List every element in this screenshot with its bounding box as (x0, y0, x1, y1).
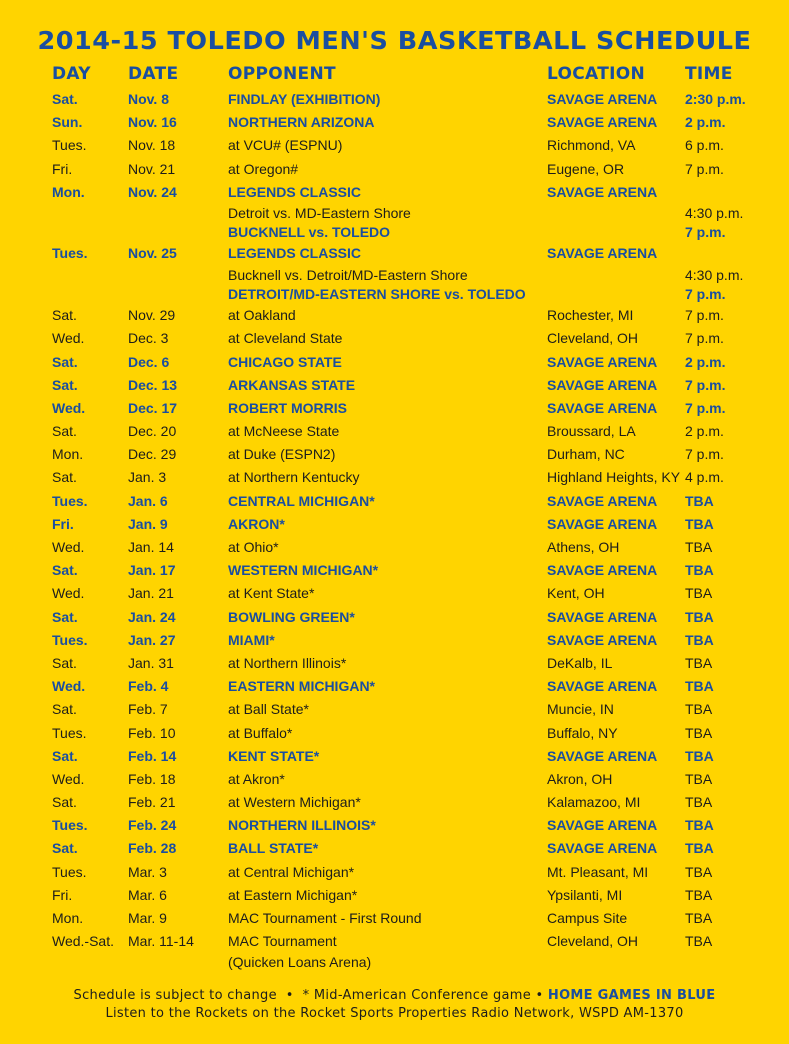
game-day: Sat. (52, 376, 78, 393)
game-opponent: at Eastern Michigan* (228, 886, 358, 903)
event-title: LEGENDS CLASSIC (228, 245, 362, 262)
game-date: Feb. 21 (128, 794, 176, 811)
game-opponent: at Akron* (228, 770, 285, 787)
game-date: Mar. 3 (128, 863, 167, 880)
matchup-time: 4:30 p.m. (685, 204, 744, 221)
game-opponent: BALL STATE* (228, 840, 319, 857)
game-location: SAVAGE ARENA (547, 608, 658, 625)
game-time (685, 181, 743, 243)
table-row (0, 513, 789, 536)
game-date: Feb. 14 (128, 747, 177, 764)
game-time: 7 p.m. (685, 376, 726, 393)
table-row (0, 351, 789, 374)
game-time: TBA (685, 724, 713, 741)
game-time: TBA (685, 492, 714, 509)
game-opponent: at VCU# (ESPNU) (228, 137, 343, 154)
game-time: 2 p.m. (685, 423, 724, 440)
game-day: Sat. (52, 747, 78, 764)
table-row (0, 559, 789, 582)
game-day: Sat. (52, 469, 77, 486)
game-time: TBA (685, 608, 714, 625)
table-row (0, 420, 789, 443)
game-date: Jan. 17 (128, 562, 176, 579)
game-location: Kent, OH (547, 585, 605, 602)
game-date: Nov. 8 (128, 91, 169, 107)
table-row (0, 837, 789, 860)
matchup-time: 7 p.m. (685, 286, 726, 303)
game-opponent: at Oakland (228, 307, 296, 324)
game-time: TBA (685, 840, 714, 857)
game-location: SAVAGE ARENA (547, 515, 658, 532)
game-date: Jan. 31 (128, 654, 174, 671)
game-day: Mon. (52, 446, 84, 463)
game-date: Dec. 29 (128, 446, 177, 463)
table-row (0, 768, 789, 791)
table-row (0, 629, 789, 652)
table-row (0, 304, 789, 327)
game-day: Mon. (52, 183, 85, 200)
game-opponent: at Ball State* (228, 701, 309, 718)
game-date: Jan. 9 (128, 515, 168, 532)
footer-home-note: HOME GAMES IN BLUE (547, 988, 716, 1003)
event-title: LEGENDS CLASSIC (228, 183, 362, 200)
matchup-opponent: BUCKNELL vs. TOLEDO (228, 224, 391, 241)
game-day: Sat. (52, 307, 77, 324)
matchup-opponent: DETROIT/MD-EASTERN SHORE vs. TOLEDO (228, 286, 526, 303)
game-opponent: MAC Tournament - First Round (228, 910, 422, 926)
game-location: Highland Heights, KY (547, 469, 681, 486)
game-date: Dec. 6 (128, 353, 170, 370)
game-time: TBA (685, 910, 713, 926)
game-day: Tues. (52, 137, 87, 154)
game-time: 7 p.m. (685, 330, 724, 347)
game-opponent: at McNeese State (228, 423, 340, 440)
table-row (0, 158, 789, 181)
header-date: DATE (128, 64, 179, 84)
game-date: Nov. 25 (128, 245, 177, 262)
table-row (0, 745, 789, 768)
game-opponent: CHICAGO STATE (228, 353, 342, 370)
game-location: Ypsilanti, MI (547, 886, 623, 903)
game-day: Fri. (52, 886, 73, 903)
game-date: Feb. 10 (128, 724, 176, 741)
footer-notes (0, 988, 789, 1003)
game-date: Jan. 3 (128, 469, 167, 486)
table-row (0, 884, 789, 907)
matchup-opponent: Bucknell vs. Detroit/MD-Eastern Shore (228, 266, 468, 283)
game-day: Tues. (52, 724, 87, 741)
game-date: Jan. 21 (128, 585, 174, 602)
game-date: Jan. 6 (128, 492, 168, 509)
table-row (0, 134, 789, 157)
game-day: Sat. (52, 840, 78, 857)
game-opponent (228, 930, 371, 973)
game-time: 7 p.m. (685, 160, 724, 177)
game-date: Mar. 9 (128, 910, 167, 926)
table-row (0, 397, 789, 420)
game-day: Sat. (52, 654, 77, 671)
game-opponent: BOWLING GREEN* (228, 608, 355, 625)
page-title: 2014-15 TOLEDO MEN'S BASKETBALL SCHEDULE (37, 26, 752, 55)
table-row (0, 791, 789, 814)
game-time: TBA (685, 886, 713, 903)
game-date: Nov. 21 (128, 160, 176, 177)
game-day: Sat. (52, 701, 77, 718)
game-opponent: at Buffalo* (228, 724, 293, 741)
game-location: Richmond, VA (547, 137, 636, 154)
table-row (0, 930, 789, 976)
game-day: Wed. (52, 539, 85, 555)
game-opponent: at Kent State* (228, 585, 315, 602)
game-day: Sat. (52, 562, 78, 579)
game-opponent: at Northern Kentucky (228, 469, 360, 486)
game-opponent: CENTRAL MICHIGAN* (228, 492, 375, 509)
game-location: SAVAGE ARENA (547, 399, 658, 416)
game-time: 2 p.m. (685, 114, 726, 131)
game-time: 6 p.m. (685, 137, 724, 154)
game-date: Jan. 27 (128, 631, 176, 648)
game-location: Muncie, IN (547, 701, 614, 718)
game-location: SAVAGE ARENA (547, 245, 658, 262)
game-date: Nov. 24 (128, 183, 177, 200)
game-location: Rochester, MI (547, 307, 634, 324)
game-opponent: ARKANSAS STATE (228, 376, 356, 393)
game-day: Tues. (52, 492, 88, 509)
game-day: Sat. (52, 91, 78, 107)
time-spacer (685, 242, 743, 265)
game-location: Athens, OH (547, 539, 620, 555)
game-opponent: ROBERT MORRIS (228, 399, 347, 416)
game-date: Mar. 11-14 (128, 933, 194, 950)
game-opponent: at Duke (ESPN2) (228, 446, 336, 463)
game-opponent: NORTHERN ILLINOIS* (228, 817, 376, 834)
game-date: Dec. 20 (128, 423, 177, 440)
game-location: SAVAGE ARENA (547, 817, 658, 834)
header-day: DAY (52, 64, 91, 84)
game-day: Sat. (52, 353, 78, 370)
game-opponent: EASTERN MICHIGAN* (228, 678, 376, 695)
game-location: Mt. Pleasant, MI (547, 863, 649, 880)
game-day: Wed. (52, 678, 86, 695)
table-row (0, 722, 789, 745)
matchup-time: 7 p.m. (685, 224, 726, 241)
time-spacer (685, 181, 743, 204)
game-time: TBA (685, 794, 713, 811)
game-location: Durham, NC (547, 446, 625, 463)
game-location: SAVAGE ARENA (547, 631, 658, 648)
table-row (0, 443, 789, 466)
opponent-line: MAC Tournament (228, 933, 337, 950)
game-opponent (228, 242, 526, 304)
header-opponent: OPPONENT (228, 64, 336, 84)
table-row (0, 374, 789, 397)
game-opponent: KENT STATE* (228, 747, 320, 764)
game-time: TBA (685, 933, 713, 950)
table-row (0, 327, 789, 350)
game-date: Dec. 13 (128, 376, 178, 393)
table-row (0, 466, 789, 489)
game-date: Jan. 24 (128, 608, 176, 625)
header-time: TIME (685, 64, 733, 84)
game-time: 7 p.m. (685, 399, 726, 416)
footer-conference-note: * Mid-American Conference game (302, 988, 532, 1003)
bullet-icon: • (535, 988, 544, 1003)
header-location: LOCATION (547, 64, 645, 84)
game-day: Wed. (52, 585, 85, 602)
table-row (0, 111, 789, 134)
game-location: SAVAGE ARENA (547, 840, 658, 857)
game-location: SAVAGE ARENA (547, 376, 658, 393)
game-date: Feb. 18 (128, 770, 176, 787)
table-row (0, 582, 789, 605)
game-location: Akron, OH (547, 770, 613, 787)
game-location: Buffalo, NY (547, 724, 618, 741)
game-day: Fri. (52, 160, 73, 177)
game-time: 2:30 p.m. (685, 91, 746, 107)
game-opponent: at Oregon# (228, 160, 299, 177)
game-time: TBA (685, 701, 713, 718)
game-time: TBA (685, 863, 713, 880)
game-date: Feb. 4 (128, 678, 169, 695)
footer-radio: Listen to the Rockets on the Rocket Sports Properties Radio Network, WSPD AM-1370 (105, 1006, 684, 1021)
game-opponent: at Ohio* (228, 539, 279, 555)
game-day: Mon. (52, 910, 84, 926)
game-time: TBA (685, 770, 713, 787)
game-time: 4 p.m. (685, 469, 724, 486)
game-opponent: at Cleveland State (228, 330, 343, 347)
game-day: Sun. (52, 114, 83, 131)
game-opponent: FINDLAY (EXHIBITION) (228, 91, 381, 107)
game-day: Sat. (52, 608, 78, 625)
game-location: Eugene, OR (547, 160, 625, 177)
game-opponent: WESTERN MICHIGAN* (228, 562, 379, 579)
game-day: Sat. (52, 794, 77, 811)
bullet-icon: • (285, 988, 294, 1003)
game-time: TBA (685, 515, 714, 532)
game-location: SAVAGE ARENA (547, 91, 658, 107)
game-time: TBA (685, 631, 714, 648)
game-day: Wed. (52, 399, 86, 416)
game-day: Tues. (52, 863, 87, 880)
table-row (0, 814, 789, 837)
game-opponent: AKRON* (228, 515, 285, 532)
game-time: 7 p.m. (685, 446, 724, 463)
game-opponent: NORTHERN ARIZONA (228, 114, 375, 131)
game-opponent: at Central Michigan* (228, 863, 355, 880)
game-opponent (228, 181, 411, 243)
opponent-venue: (Quicken Loans Arena) (228, 954, 372, 971)
table-row (0, 675, 789, 698)
game-time: TBA (685, 585, 713, 602)
game-date: Mar. 6 (128, 886, 167, 903)
schedule-table (0, 88, 789, 977)
table-row (0, 652, 789, 675)
table-row (0, 698, 789, 721)
game-date: Feb. 28 (128, 840, 177, 857)
table-row (0, 242, 789, 304)
game-location: SAVAGE ARENA (547, 183, 658, 200)
game-day: Fri. (52, 515, 74, 532)
game-day: Wed. (52, 770, 85, 787)
game-day: Tues. (52, 245, 88, 262)
game-day: Sat. (52, 423, 77, 440)
game-location: SAVAGE ARENA (547, 747, 658, 764)
game-date: Nov. 29 (128, 307, 176, 324)
game-opponent: MIAMI* (228, 631, 275, 648)
game-opponent: at Western Michigan* (228, 794, 361, 811)
game-time: TBA (685, 747, 714, 764)
table-row (0, 861, 789, 884)
game-location: Campus Site (547, 910, 628, 926)
game-location: Kalamazoo, MI (547, 794, 641, 811)
game-date: Nov. 16 (128, 114, 177, 131)
game-day: Wed. (52, 330, 85, 347)
game-location: SAVAGE ARENA (547, 492, 658, 509)
game-time: TBA (685, 817, 714, 834)
game-time: TBA (685, 562, 714, 579)
game-date: Dec. 17 (128, 399, 178, 416)
table-row (0, 907, 789, 930)
game-location: SAVAGE ARENA (547, 678, 658, 695)
game-location: Broussard, LA (547, 423, 636, 440)
matchup-time: 4:30 p.m. (685, 266, 744, 283)
footer-change-note: Schedule is subject to change (73, 988, 277, 1003)
game-date: Feb. 24 (128, 817, 177, 834)
table-row (0, 606, 789, 629)
game-opponent: at Northern Illinois* (228, 654, 347, 671)
game-time: TBA (685, 654, 713, 671)
game-day: Wed.-Sat. (52, 933, 114, 950)
game-date: Feb. 7 (128, 701, 168, 718)
game-date: Jan. 14 (128, 539, 174, 555)
game-location: Cleveland, OH (547, 330, 639, 347)
game-location: Cleveland, OH (547, 933, 639, 950)
game-location: SAVAGE ARENA (547, 114, 658, 131)
table-row (0, 536, 789, 559)
game-location: SAVAGE ARENA (547, 353, 658, 370)
game-day: Tues. (52, 817, 88, 834)
game-time: 2 p.m. (685, 353, 726, 370)
game-time: TBA (685, 678, 714, 695)
game-date: Dec. 3 (128, 330, 169, 347)
game-time: 7 p.m. (685, 307, 724, 324)
game-time (685, 242, 743, 304)
table-row (0, 490, 789, 513)
table-row (0, 88, 789, 111)
table-row (0, 181, 789, 243)
game-time: TBA (685, 539, 713, 555)
game-date: Nov. 18 (128, 137, 176, 154)
game-day: Tues. (52, 631, 88, 648)
matchup-opponent: Detroit vs. MD-Eastern Shore (228, 204, 411, 221)
game-location: SAVAGE ARENA (547, 562, 658, 579)
game-location: DeKalb, IL (547, 654, 613, 671)
